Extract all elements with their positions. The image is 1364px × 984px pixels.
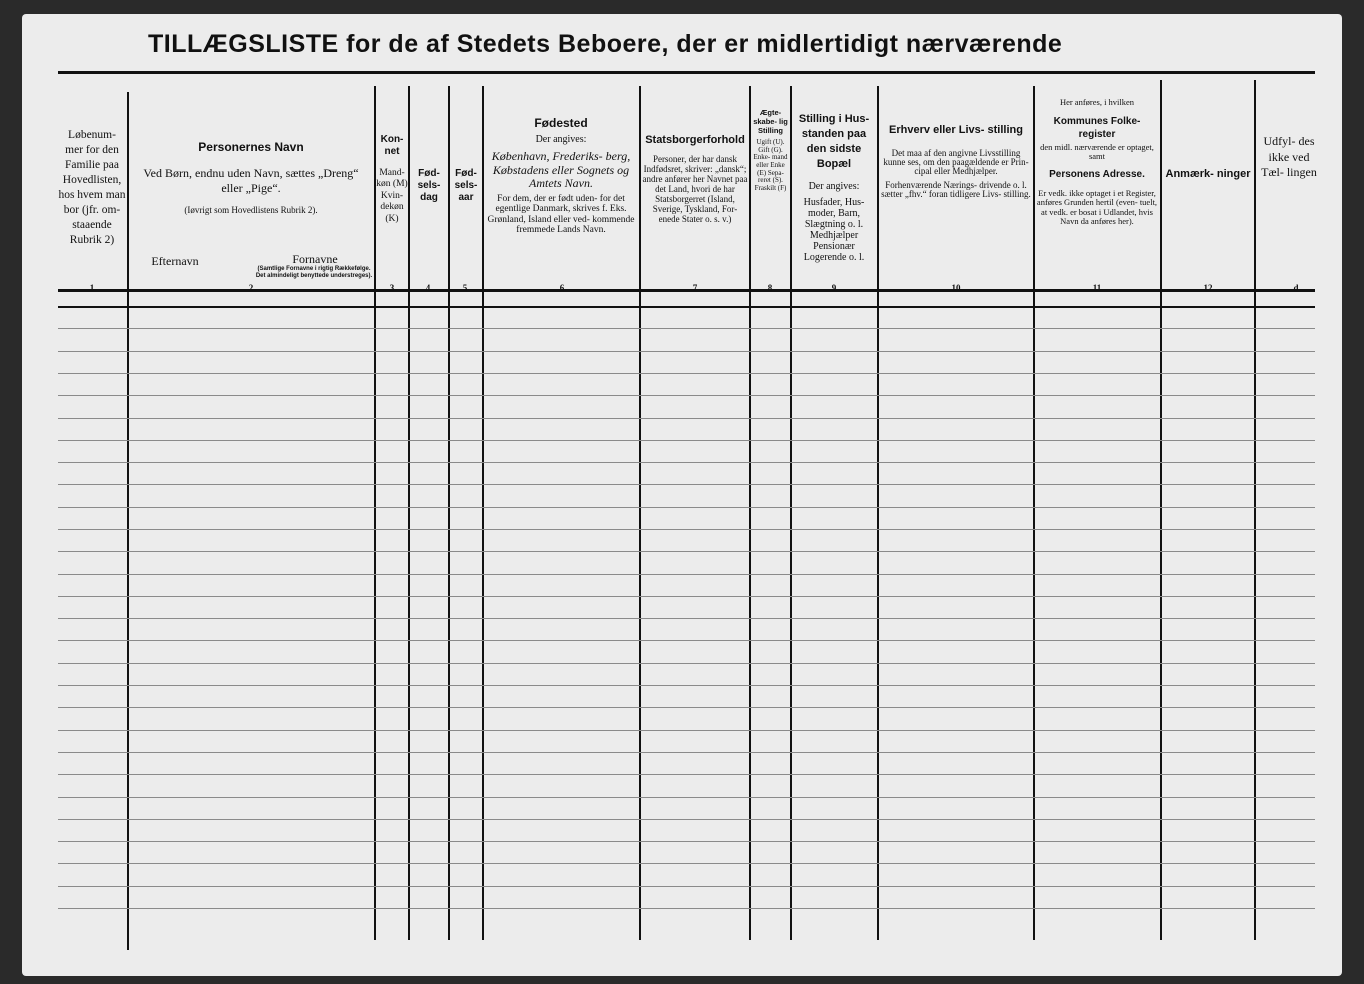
column-divider [408, 86, 410, 940]
col11-heading: Kommunes Folke- register [1053, 116, 1141, 141]
ruled-row-line [58, 863, 1315, 864]
ruled-row-line [58, 774, 1315, 775]
col6-header [487, 116, 635, 236]
column-divider [877, 86, 879, 940]
ruled-row-line [58, 908, 1315, 909]
col-d-header: Udfyl- des ikke ved Tæl- lingen [1261, 134, 1317, 180]
col2-heading: Personernes Navn [198, 140, 304, 154]
col10-text2: Forhenværende Nærings- drivende o. l. sætter „fhv.“ foran tidligere Livs- stilling. [881, 179, 1031, 200]
ruled-row-line [58, 484, 1315, 485]
col2-header [132, 140, 370, 216]
ruled-row-line [58, 685, 1315, 686]
ruled-row-line [58, 507, 1315, 508]
ruled-row-line [58, 462, 1315, 463]
column-divider [127, 92, 129, 950]
col11-text: den midl. nærværende er optaget, samt [1040, 142, 1154, 162]
col2-note: (Iøvrigt som Hovedlistens Rubrik 2). [184, 205, 318, 216]
ruled-row-line [58, 819, 1315, 820]
ruled-row-line [58, 440, 1315, 441]
ruled-row-line [58, 373, 1315, 374]
col6-heading: Fødested [534, 116, 588, 130]
ruled-row-line [58, 328, 1315, 329]
col7-text: Personer, der har dansk Indfødsret, skriver: „dansk“; andre anfører her Navnet paa det Land, hvori de har Statsborgerret (Island, Sverige, Tyskland, For- enede Stater o. s. v.) [642, 154, 748, 224]
column-divider [1254, 80, 1256, 940]
col7-heading: Statsborgerforhold [645, 134, 745, 146]
column-divider [639, 86, 641, 940]
col2-fornavne: Fornavne [292, 252, 338, 266]
ruled-row-line [58, 618, 1315, 619]
col-number-7: 7 [692, 283, 698, 293]
col9-heading: Stilling i Hus- standen paa den sidste Bopæl [798, 113, 870, 170]
col8-text: Ugift (U). Gift (G). Enke- mand eller Enke (E) Sepa- reret (S). Fraskilt (F) [753, 138, 788, 193]
column-divider [749, 86, 751, 940]
col-number-8: 8 [767, 283, 773, 293]
column-divider [790, 86, 792, 940]
col8-header [752, 108, 789, 193]
column-divider [482, 86, 484, 940]
col-number-6: 6 [559, 283, 565, 293]
ruled-row-line [58, 306, 1315, 308]
column-divider [1033, 86, 1035, 940]
col9-sub: Der angives: [808, 181, 860, 193]
col6-text2: For dem, der er født uden- for det egentlige Danmark, skrives f. Eks. Grønland, Island eller ved- kommende fremmede Lands Navn. [487, 193, 635, 236]
col10-heading: Erhverv eller Livs- stilling [889, 124, 1023, 136]
col1-header: Løbenum- mer for den Familie paa Hovedlisten, hos hvem man bor (jfr. om- staaende Rubrik 2) [58, 129, 126, 246]
ruled-row-line [58, 529, 1315, 530]
col10-header [881, 122, 1031, 200]
ruled-row-line [58, 707, 1315, 708]
col-number-11: 11 [1092, 283, 1102, 293]
col-number-5: 5 [462, 283, 468, 293]
col2-text: Ved Børn, endnu uden Navn, sættes „Dreng“ eller „Pige“. [143, 166, 359, 195]
col-number-9: 9 [831, 283, 837, 293]
ruled-row-line [58, 841, 1315, 842]
col2-fornavne-note: (Samtlige Fornavne i rigtig Rækkefølge. Det almindeligt benyttede understreges). [255, 266, 373, 279]
col11-heading2: Personens Adresse. [1049, 169, 1145, 181]
ruled-row-line [58, 351, 1315, 352]
col6-text: København, Frederiks- berg, Købstadens eller Sognets og Amtets Navn. [491, 149, 631, 190]
top-rule [58, 71, 1315, 74]
col9-header [793, 112, 875, 263]
col8-heading: Ægte- skabe- lig Stilling [753, 108, 788, 135]
col3-text: Mand- køn (M) Kvin- dekøn (K) [376, 168, 408, 224]
col-number-d: d [1293, 283, 1299, 293]
ruled-row-line [58, 418, 1315, 419]
col-number-10: 10 [951, 283, 961, 293]
ruled-row-line [58, 551, 1315, 552]
col-number-3: 3 [389, 283, 395, 293]
col4-header: Fød- sels- dag [417, 168, 441, 203]
col11-text2: Er vedk. ikke optaget i et Register, anføres Grunden hertil (even- tuelt, at vedk. er bosat i Udlandet, hvis Navn da anføres her). [1036, 188, 1158, 227]
ruled-row-line [58, 663, 1315, 664]
col11-header [1036, 97, 1158, 226]
col10-text: Det maa af den angivne Livsstilling kunne ses, om den paagældende er Prin- cipal eller Medhjælper. [883, 147, 1029, 177]
ruled-row-line [58, 886, 1315, 887]
col5-header: Fød- sels- aar [454, 168, 478, 203]
col6-sub: Der angives: [535, 134, 587, 146]
col3-header [376, 134, 408, 225]
ruled-row-line [58, 596, 1315, 597]
col-number-4: 4 [425, 283, 431, 293]
ruled-row-line [58, 730, 1315, 731]
ruled-row-line [58, 395, 1315, 396]
ruled-row-line [58, 752, 1315, 753]
ruled-row-line [58, 574, 1315, 575]
col7-header [642, 134, 748, 224]
ruled-row-line [58, 797, 1315, 798]
page-title: TILLÆGSLISTE for de af Stedets Beboere, der er midlertidigt nærværende [148, 30, 1063, 58]
col3-heading: Kon- net [380, 134, 404, 157]
column-divider [1160, 80, 1162, 940]
col-number-12: 12 [1203, 283, 1213, 293]
col9-text: Husfader, Hus- moder, Barn, Slægtning o. l. Medhjælper Pensionær Logerende o. l. [803, 197, 865, 264]
col-number-1: 1 [89, 283, 95, 293]
column-divider [448, 86, 450, 940]
col2-efternavn: Efternavn [151, 254, 199, 268]
col11-pre: Her anføres, i hvilken [1059, 97, 1135, 107]
col-number-2: 2 [248, 283, 254, 293]
col12-header: Anmærk- ninger [1165, 168, 1251, 180]
ruled-row-line [58, 640, 1315, 641]
